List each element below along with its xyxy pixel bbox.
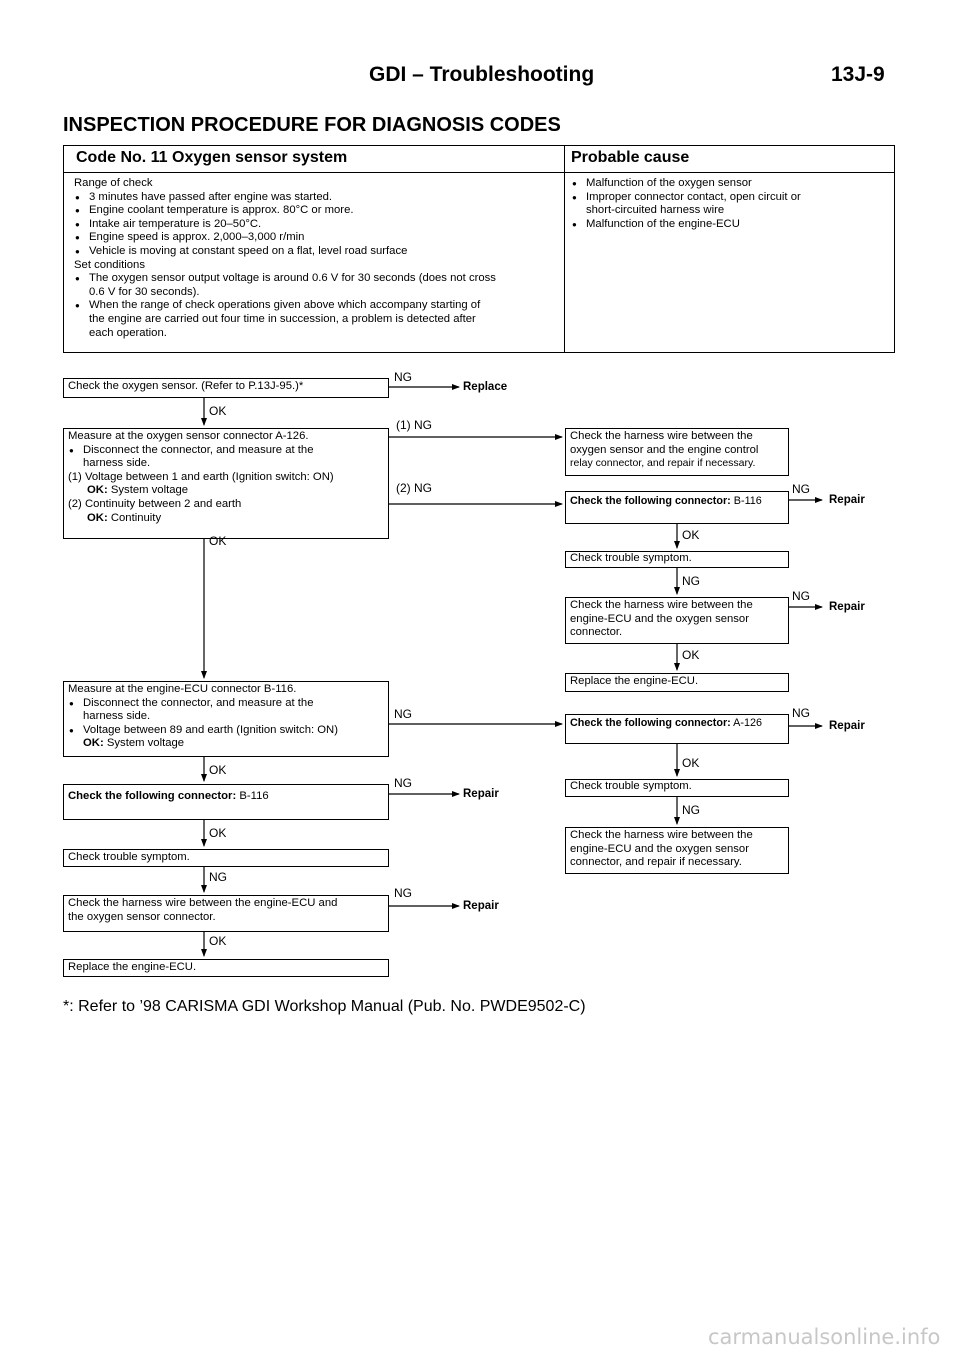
list-item: ● Vehicle is moving at constant speed on a flat, level road surface [74,245,496,259]
ok-label: OK [209,934,227,948]
step-line: (2) Continuity between 2 and earth [68,497,242,510]
list-item: ● Intake air temperature is 20–50°C. [74,218,496,232]
ok-label: OK [209,763,227,777]
step-text: Check trouble symptom. [68,851,190,863]
step-check-harness-repair [565,827,789,874]
step-line: the oxygen sensor connector. [68,910,216,923]
list-item: ● Malfunction of the engine-ECU [571,218,801,232]
list-item: Set conditions [74,258,145,271]
list-item: ● Improper connector contact, open circuit or [571,191,801,205]
ng-label: NG [394,707,412,721]
step-measure-oxygen-sensor-connector [63,428,389,539]
list-item: ● Engine speed is approx. 2,000–3,000 r/min [74,231,496,245]
step-line: ● Disconnect the connector, and measure at the [68,697,384,711]
step-line: Check the harness wire between the engine-ECU and [68,897,338,909]
step-line: oxygen sensor and the engine control [570,443,759,456]
step-title: Measure at the engine-ECU connector B-116. [68,683,297,695]
ok-criterion-label: OK: [83,737,104,750]
ok-label: OK [209,826,227,840]
ng-label: NG [792,482,810,496]
action-repair: Repair [829,601,865,613]
step-check-harness-relay [565,428,789,476]
ok-criterion-label: OK: [87,484,108,497]
step-replace-ecu-right [565,673,789,692]
action-repair: Repair [829,494,865,506]
action-replace: Replace [463,381,508,393]
step-check-connector-a126 [565,714,789,744]
ng2-label: (2) NG [396,481,432,495]
ng1-label: (1) NG [396,418,432,432]
ng-label: NG [682,803,700,817]
list-item: ● The oxygen sensor output voltage is around 0.6 V for 30 seconds (does not cross [74,272,496,286]
action-repair: Repair [829,720,865,732]
step-check-harness-ecu-sensor-right [565,597,789,644]
action-repair: Repair [463,788,499,800]
step-check-harness-ecu-sensor [63,895,389,932]
step-line: ● Voltage between 89 and earth (Ignition switch: ON) [68,724,384,738]
step-line: (1) Voltage between 1 and earth (Ignition switch: ON) [68,470,334,483]
connector-label: Check the following connector: [68,790,237,802]
step-line: Check the harness wire between the [570,599,753,611]
ng-label: NG [792,706,810,720]
ok-criterion-value: System voltage [106,737,185,750]
ok-label: OK [209,534,227,548]
step-replace-ecu [63,959,389,977]
list-item: ● When the range of check operations given above which accompany starting of [74,299,496,313]
step-line: engine-ECU and the oxygen sensor [570,842,749,855]
connector-code: B-116 [239,790,269,802]
ng-label: NG [394,886,412,900]
step-title: Measure at the oxygen sensor connector A-126. [68,430,309,442]
connector-label: Check the following connector: [570,495,731,507]
action-repair: Repair [463,900,499,912]
list-item: each operation. [89,326,167,339]
ok-label: OK [682,528,700,542]
ng-label: NG [394,776,412,790]
step-line: Check the harness wire between the [570,829,753,841]
step-check-oxygen-sensor [63,378,389,398]
list-item: 0.6 V for 30 seconds). [89,285,200,298]
ok-criterion-label: OK: [87,511,108,524]
step-check-connector-b116 [63,784,389,820]
ng-label: NG [792,589,810,603]
section-title: INSPECTION PROCEDURE FOR DIAGNOSIS CODES [63,114,561,136]
step-check-trouble-symptom-right [565,551,789,568]
page-number: 13J-9 [831,63,885,86]
step-measure-ecu-connector [63,681,389,757]
step-line: harness side. [83,457,151,470]
step-check-trouble-symptom [63,849,389,867]
page-header-title: GDI – Troubleshooting [369,63,595,86]
step-line [570,495,784,509]
table-heading-code: Code No. 11 Oxygen sensor system [76,149,348,166]
step-line: harness side. [83,710,151,723]
connector-code: B-116 [733,495,762,507]
step-text: Check the oxygen sensor. (Refer to P.13J-95.)* [68,380,304,392]
list-item: the engine are carried out four time in succession, a problem is detected after [89,312,476,325]
step-line: Check the harness wire between the [570,430,753,442]
ok-label: OK [682,756,700,770]
watermark: carmanualsonline.info [708,1325,941,1349]
step-line: engine-ECU and the oxygen sensor [570,612,749,625]
step-line [68,737,384,751]
step-text: Replace the engine-ECU. [570,675,699,687]
ng-label: NG [209,870,227,884]
connector-label: Check the following connector: [570,717,731,729]
footnote: *: Refer to ’98 CARISMA GDI Workshop Manual (Pub. No. PWDE9502-C) [63,998,586,1015]
ok-criterion-value: System voltage [110,484,189,497]
list-item: ● 3 minutes have passed after engine was started. [74,191,496,205]
step-line [570,717,784,731]
ok-criterion-value: Continuity [110,511,162,524]
step-text: Check trouble symptom. [570,552,692,564]
list-item: ● Malfunction of the oxygen sensor [571,177,801,191]
table-heading-cause: Probable cause [571,149,690,166]
step-check-trouble-symptom-right-2 [565,779,789,797]
list-item: Range of check [74,177,153,189]
step-text: Replace the engine-ECU. [68,961,197,973]
ok-label: OK [682,648,700,662]
ng-label: NG [394,370,412,384]
ng-label: NG [682,574,700,588]
step-line [68,512,384,526]
step-check-connector-b116-right [565,491,789,524]
connector-code: A-126 [733,717,762,729]
step-line: ● Disconnect the connector, and measure at the [68,444,384,458]
list-item: short-circuited harness wire [586,204,725,217]
step-line [68,484,384,498]
step-line: relay connector, and repair if necessary. [570,457,756,470]
ok-label: OK [209,404,227,418]
step-line [68,790,384,804]
list-item: ● Engine coolant temperature is approx. 80°C or more. [74,204,496,218]
step-text: Check trouble symptom. [570,780,692,792]
step-line: connector, and repair if necessary. [570,856,742,869]
step-line: connector. [570,626,623,639]
